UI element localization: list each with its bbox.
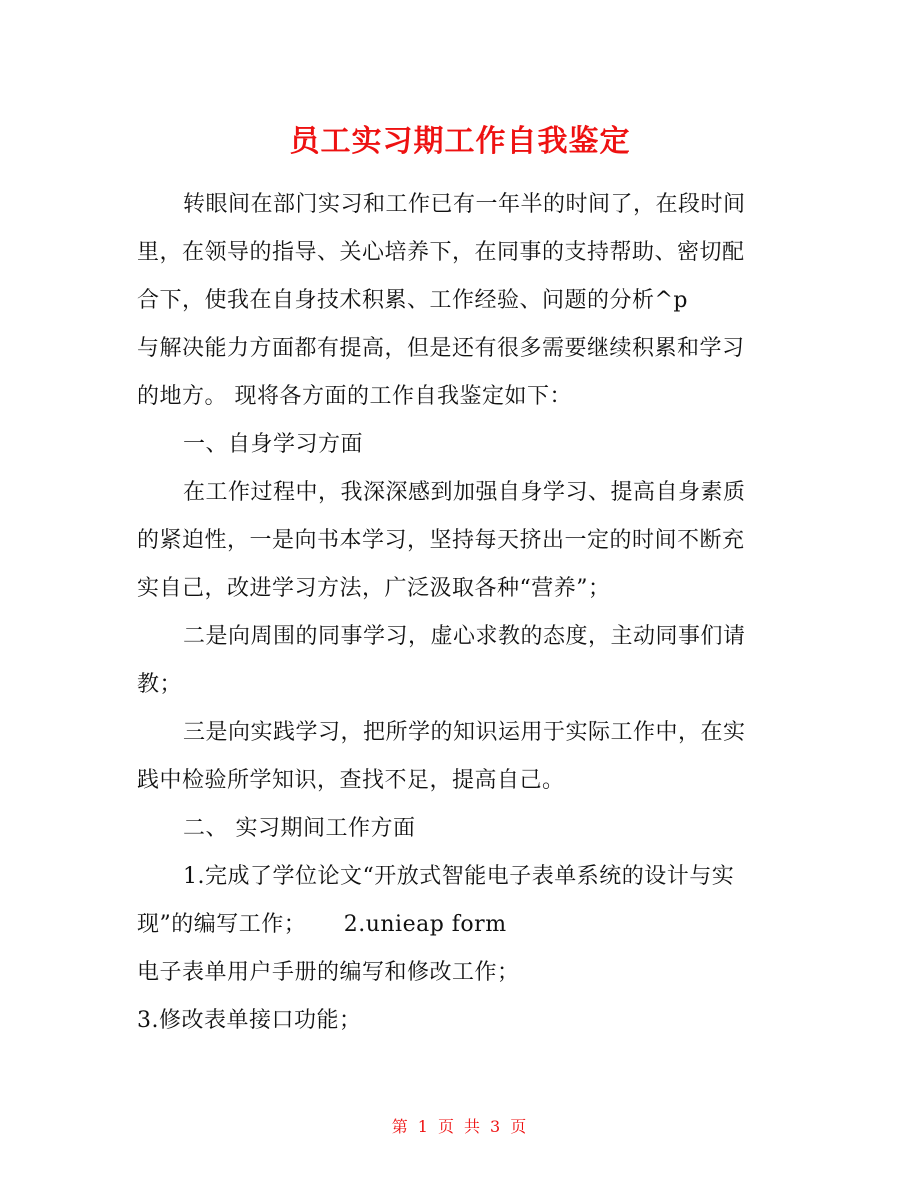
paragraph-line: 教；	[137, 672, 183, 697]
footer-word: 共	[464, 1117, 483, 1136]
current-page-number: 1	[417, 1117, 430, 1136]
footer-word: 页	[510, 1117, 529, 1136]
paragraph-line: 电子表单用户手册的编写和修改工作；	[137, 960, 520, 985]
paragraph-line: 3.修改表单接口功能；	[137, 1008, 362, 1033]
paragraph-line: 在工作过程中，我深深感到加强自身学习、提高自身素质	[183, 480, 746, 505]
paragraph-line: 现”的编写工作； 2.unieap form	[137, 912, 507, 937]
paragraph-line: 1.完成了学位论文“开放式智能电子表单系统的设计与实	[183, 864, 735, 889]
section-heading: 二、 实习期间工作方面	[183, 816, 416, 841]
footer-word: 第	[391, 1117, 410, 1136]
paragraph-line: 践中检验所学知识，查找不足，提高自己。	[137, 768, 565, 793]
section-heading: 一、自身学习方面	[183, 432, 364, 457]
paragraph-line: 二是向周围的同事学习，虚心求教的态度，主动同事们请	[183, 624, 746, 649]
document-title: 员工实习期工作自我鉴定	[289, 124, 631, 159]
paragraph-line: 与解决能力方面都有提高，但是还有很多需要继续积累和学习	[137, 336, 745, 361]
paragraph-line: 转眼间在部门实习和工作已有一年半的时间了，在段时间	[183, 192, 746, 217]
paragraph-line: 的紧迫性，一是向书本学习，坚持每天挤出一定的时间不断充	[137, 528, 745, 553]
paragraph-line: 实自己，改进学习方法，广泛汲取各种“营养”；	[137, 576, 611, 601]
paragraph-line: 里，在领导的指导、关心培养下，在同事的支持帮助、密切配	[137, 240, 745, 265]
paragraph-line: 合下，使我在自身技术积累、工作经验、问题的分析^p	[137, 288, 689, 313]
total-page-number: 3	[490, 1117, 503, 1136]
page-footer	[0, 1114, 920, 1137]
footer-word: 页	[437, 1117, 456, 1136]
paragraph-line: 的地方。 现将各方面的工作自我鉴定如下：	[137, 384, 572, 409]
paragraph-line: 三是向实践学习，把所学的知识运用于实际工作中，在实	[183, 720, 746, 745]
